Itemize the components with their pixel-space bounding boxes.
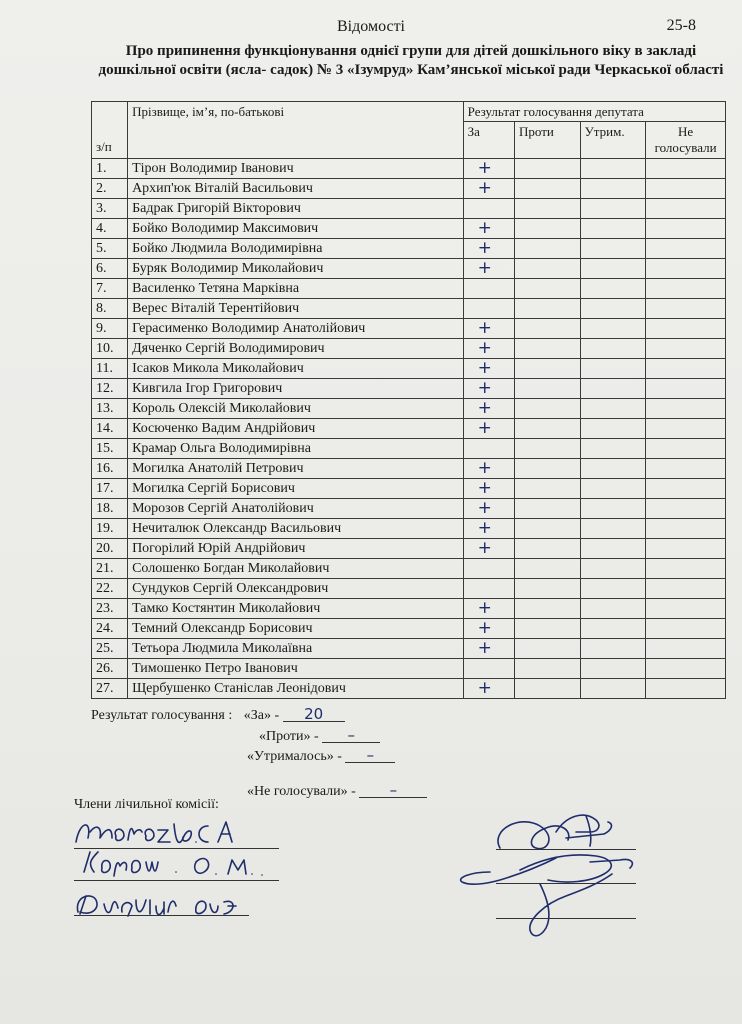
results-ne-label: «Не голосували» - — [247, 784, 356, 799]
row-number: 7. — [92, 279, 128, 299]
row-number: 3. — [92, 199, 128, 219]
row-za-mark: + — [463, 619, 514, 639]
row-za-mark: + — [463, 159, 514, 179]
row-za-mark: + — [463, 319, 514, 339]
row-name: Бойко Володимир Максимович — [128, 219, 464, 239]
row-name: Тимошенко Петро Іванович — [128, 659, 464, 679]
header-za: За — [463, 122, 514, 159]
row-name: Сундуков Сергій Олександрович — [128, 579, 464, 599]
row-number: 1. — [92, 159, 128, 179]
row-name: Дяченко Сергій Володимирович — [128, 339, 464, 359]
row-number: 15. — [92, 439, 128, 459]
row-name: Тетьора Людмила Миколаївна — [128, 639, 464, 659]
results-proty-value: – — [322, 728, 380, 743]
results-utrym-label: «Утрималось» - — [247, 749, 342, 764]
row-za-mark: + — [463, 239, 514, 259]
results-ne-value: – — [359, 783, 427, 798]
header-utrym: Утрим. — [580, 122, 646, 159]
row-za-mark: + — [463, 499, 514, 519]
document-subject: Про припинення функціонування однієї групи для дітей дошкільного віку в закладі дошкільної освіти (ясла- садок) № 3 «Ізумруд» Кам’янської міської ради Черкаської області — [98, 43, 724, 78]
row-number: 26. — [92, 659, 128, 679]
row-number: 17. — [92, 479, 128, 499]
row-za-mark: + — [463, 219, 514, 239]
row-name: Король Олексій Миколайович — [128, 399, 464, 419]
header-ne-golosuvaly: Не голосували — [646, 122, 726, 159]
row-name: Бадрак Григорій Вікторович — [128, 199, 464, 219]
row-number: 24. — [92, 619, 128, 639]
row-name: Ісаков Микола Миколайович — [128, 359, 464, 379]
row-number: 9. — [92, 319, 128, 339]
row-name: Василенко Тетяна Марківна — [128, 279, 464, 299]
row-name: Косюченко Вадим Андрійович — [128, 419, 464, 439]
row-name: Могилка Сергій Борисович — [128, 479, 464, 499]
document-number: 25-8 — [666, 17, 696, 34]
row-number: 14. — [92, 419, 128, 439]
row-za-mark: + — [463, 459, 514, 479]
row-name: Тамко Костянтин Миколайович — [128, 599, 464, 619]
row-name: Могилка Анатолій Петрович — [128, 459, 464, 479]
row-number: 5. — [92, 239, 128, 259]
handwritten-signature-third — [77, 896, 236, 916]
row-name: Крамар Ольга Володимирівна — [128, 439, 464, 459]
results-za-label: «За» - — [243, 708, 280, 723]
row-number: 2. — [92, 179, 128, 199]
row-number: 25. — [92, 639, 128, 659]
row-name: Бойко Людмила Володимирівна — [128, 239, 464, 259]
results-utrym-value: – — [345, 748, 395, 763]
row-za-mark: + — [463, 479, 514, 499]
row-za-mark: + — [463, 259, 514, 279]
results-za-value: 20 — [283, 707, 345, 722]
row-number: 16. — [92, 459, 128, 479]
row-number: 27. — [92, 679, 128, 699]
row-name: Герасименко Володимир Анатолійович — [128, 319, 464, 339]
results-label: Результат голосування : — [91, 708, 233, 723]
header-proty: Проти — [515, 122, 581, 159]
commission-label: Члени лічильної комісії: — [74, 797, 219, 812]
row-za-mark: + — [463, 399, 514, 419]
row-name: Нечиталюк Олександр Васильович — [128, 519, 464, 539]
row-name: Верес Віталій Терентійович — [128, 299, 464, 319]
row-za-mark: + — [463, 679, 514, 699]
row-name: Тірон Володимир Іванович — [128, 159, 464, 179]
row-za-mark: + — [463, 419, 514, 439]
row-name: Морозов Сергій Анатолійович — [128, 499, 464, 519]
row-number: 10. — [92, 339, 128, 359]
row-number: 11. — [92, 359, 128, 379]
row-za-mark: + — [463, 359, 514, 379]
row-za-mark: + — [463, 379, 514, 399]
handwritten-signature-morozov — [76, 822, 232, 842]
row-number: 13. — [92, 399, 128, 419]
row-name: Солошенко Богдан Миколайович — [128, 559, 464, 579]
row-name: Погорілий Юрій Андрійович — [128, 539, 464, 559]
results-proty-label: «Проти» - — [259, 729, 319, 744]
header-name: Прізвище, ім’я, по-батькові — [128, 102, 464, 159]
header-result: Результат голосування депутата — [463, 102, 725, 122]
row-number: 21. — [92, 559, 128, 579]
row-name: Щербушенко Станіслав Леонідович — [128, 679, 464, 699]
row-number: 19. — [92, 519, 128, 539]
row-number: 8. — [92, 299, 128, 319]
header-number: з/п — [92, 102, 128, 159]
row-number: 23. — [92, 599, 128, 619]
row-number: 12. — [92, 379, 128, 399]
row-name: Архип'юк Віталій Васильович — [128, 179, 464, 199]
row-za-mark: + — [463, 599, 514, 619]
document-title: Відомості — [336, 18, 405, 35]
row-za-mark: + — [463, 339, 514, 359]
row-name: Темний Олександр Борисович — [128, 619, 464, 639]
row-number: 18. — [92, 499, 128, 519]
row-name: Буряк Володимир Миколайович — [128, 259, 464, 279]
row-number: 6. — [92, 259, 128, 279]
row-za-mark: + — [463, 639, 514, 659]
handwritten-signature-korol — [84, 852, 262, 876]
row-number: 4. — [92, 219, 128, 239]
row-za-mark: + — [463, 179, 514, 199]
row-name: Кивгила Ігор Григорович — [128, 379, 464, 399]
handwritten-signature-chairman — [461, 815, 633, 936]
row-number: 20. — [92, 539, 128, 559]
row-number: 22. — [92, 579, 128, 599]
row-za-mark: + — [463, 539, 514, 559]
row-za-mark: + — [463, 519, 514, 539]
